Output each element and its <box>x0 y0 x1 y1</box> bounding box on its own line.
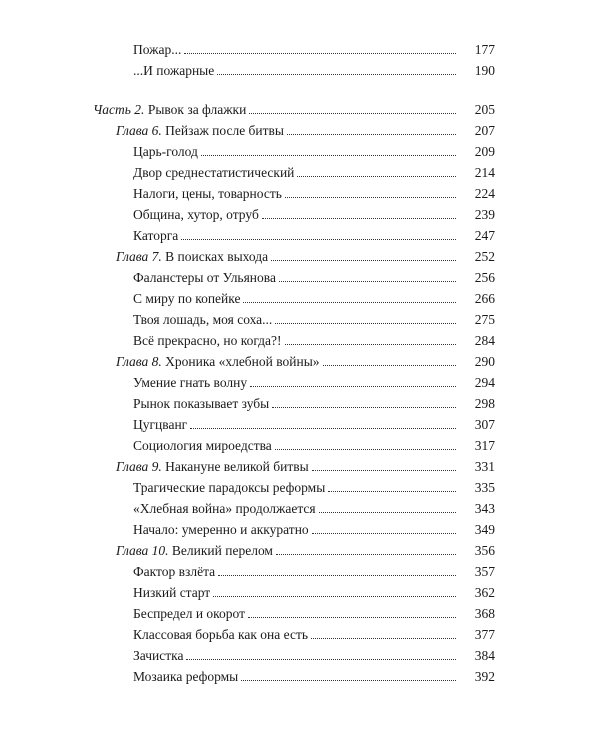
toc-section-title: Всё прекрасно, но когда?! <box>133 333 282 348</box>
toc-page-number: 190 <box>474 63 495 78</box>
dot-leader <box>184 52 456 54</box>
toc-section-entry <box>0 204 600 225</box>
toc-chapter-entry <box>0 351 600 372</box>
chapter-label: Глава 6. <box>116 123 162 138</box>
toc-section-title: Классовая борьба как она есть <box>133 627 308 642</box>
toc-section-entry <box>0 519 600 540</box>
toc-page-number: 357 <box>474 564 495 579</box>
toc-page-number: 356 <box>474 543 495 558</box>
toc-section-title: Рынок показывает зубы <box>133 396 270 411</box>
toc-chapter-title <box>116 351 323 372</box>
toc-section-title: Мозаика реформы <box>133 669 239 684</box>
toc-page-number: 209 <box>474 144 495 159</box>
toc-page-number: 368 <box>474 606 495 621</box>
toc-page-number: 335 <box>474 480 495 495</box>
toc-section-title: Двор среднестатистический <box>133 165 295 180</box>
toc-section-entry <box>0 162 600 183</box>
toc-section-title: Община, хутор, отруб <box>133 207 259 222</box>
toc-section-title: Социология мироедства <box>133 438 272 453</box>
toc-page-number: 290 <box>474 354 495 369</box>
dot-leader <box>297 175 456 177</box>
dot-leader <box>271 259 456 261</box>
toc-section-entry <box>0 414 600 435</box>
chapter-title: Великий перелом <box>171 543 273 558</box>
toc-part-entry <box>0 99 600 120</box>
toc-page-number: 256 <box>474 270 495 285</box>
toc-section-entry <box>0 330 600 351</box>
toc-page-number: 284 <box>474 333 495 348</box>
toc-entry-title: ...И пожарные <box>133 63 215 78</box>
dot-leader <box>323 364 456 366</box>
dot-leader <box>186 658 456 660</box>
dot-leader <box>181 238 456 240</box>
toc-section-title: Начало: умеренно и аккуратно <box>133 522 309 537</box>
chapter-label: Глава 7. <box>116 249 162 264</box>
toc-section-entry <box>0 645 600 666</box>
toc-section-title: Фаланстеры от Ульянова <box>133 270 276 285</box>
toc-page-number: 307 <box>474 417 495 432</box>
toc-section-entry <box>0 225 600 246</box>
toc-section-entry <box>0 393 600 414</box>
toc-section-title: Царь-голод <box>133 144 198 159</box>
toc-section-entry <box>0 288 600 309</box>
toc-chapter-title <box>116 246 271 267</box>
dot-leader <box>217 73 456 75</box>
dot-leader <box>276 553 456 555</box>
toc-chapter-title <box>116 540 276 561</box>
chapter-label: Глава 10. <box>116 543 169 558</box>
dot-leader <box>262 217 456 219</box>
toc-chapter-entry <box>0 246 600 267</box>
toc-section-title: Зачистка <box>133 648 184 663</box>
chapter-list <box>0 120 600 687</box>
toc-page-number: 205 <box>474 102 495 117</box>
toc-section-title: Цугцванг <box>133 417 188 432</box>
toc-section-title: Каторга <box>133 228 179 243</box>
toc-chapter-entry <box>0 456 600 477</box>
toc-section-entry <box>0 183 600 204</box>
toc-entry <box>0 39 600 60</box>
toc-section-entry <box>0 582 600 603</box>
chapter-label: Глава 9. <box>116 459 162 474</box>
toc-page-number: 224 <box>474 186 495 201</box>
toc-section-entry <box>0 372 600 393</box>
chapter-title: Пейзаж после битвы <box>165 123 284 138</box>
toc-page-number: 294 <box>474 375 495 390</box>
toc-chapter-entry <box>0 540 600 561</box>
toc-section-title: Трагические парадоксы реформы <box>133 480 326 495</box>
toc-section-title: «Хлебная война» продолжается <box>133 501 316 516</box>
toc-page-number: 392 <box>474 669 495 684</box>
toc-section-entry <box>0 603 600 624</box>
dot-leader <box>319 511 456 513</box>
dot-leader <box>241 679 456 681</box>
dot-leader <box>213 595 456 597</box>
chapter-title: В поисках выхода <box>165 249 269 264</box>
toc-page-number: 377 <box>474 627 495 642</box>
toc-section-entry <box>0 435 600 456</box>
dot-leader <box>201 154 456 156</box>
part-label: Часть 2. <box>93 102 145 117</box>
dot-leader <box>285 196 456 198</box>
toc-page-number: 266 <box>474 291 495 306</box>
dot-leader <box>312 469 456 471</box>
chapter-title: Накануне великой битвы <box>165 459 309 474</box>
dot-leader <box>249 112 456 114</box>
dot-leader <box>279 280 456 282</box>
part-title: Рывок за флажки <box>147 102 247 117</box>
dot-leader <box>312 532 456 534</box>
dot-leader <box>250 385 456 387</box>
dot-leader <box>272 406 456 408</box>
toc-page-number: 252 <box>474 249 495 264</box>
chapter-title: Хроника «хлебной войны» <box>165 354 320 369</box>
toc-part-title <box>93 99 249 120</box>
toc-section-title: Фактор взлёта <box>133 564 216 579</box>
toc-page-number: 343 <box>474 501 495 516</box>
toc-section-entry <box>0 561 600 582</box>
toc-chapter-title <box>116 456 312 477</box>
toc-page-number: 239 <box>474 207 495 222</box>
toc-section-title: Беспредел и окорот <box>133 606 246 621</box>
toc-page-number: 275 <box>474 312 495 327</box>
toc-section-title: Налоги, цены, товарность <box>133 186 282 201</box>
toc-page-number: 247 <box>474 228 495 243</box>
toc-page-number: 349 <box>474 522 495 537</box>
spacer <box>0 81 600 99</box>
table-of-contents <box>0 39 600 687</box>
toc-page-number: 177 <box>474 42 495 57</box>
toc-page-number: 207 <box>474 123 495 138</box>
dot-leader <box>311 637 456 639</box>
toc-chapter-title <box>116 120 287 141</box>
dot-leader <box>275 322 456 324</box>
toc-section-entry <box>0 624 600 645</box>
dot-leader <box>285 343 456 345</box>
dot-leader <box>218 574 456 576</box>
toc-entry-title: Пожар... <box>133 42 182 57</box>
toc-entry <box>0 60 600 81</box>
toc-chapter-entry <box>0 120 600 141</box>
dot-leader <box>328 490 456 492</box>
dot-leader <box>275 448 456 450</box>
chapter-label: Глава 8. <box>116 354 162 369</box>
dot-leader <box>248 616 456 618</box>
toc-section-title: Низкий старт <box>133 585 211 600</box>
toc-section-entry <box>0 666 600 687</box>
toc-section-entry <box>0 498 600 519</box>
toc-section-entry <box>0 309 600 330</box>
dot-leader <box>243 301 456 303</box>
toc-page-number: 214 <box>474 165 495 180</box>
toc-section-entry <box>0 267 600 288</box>
toc-page-number: 384 <box>474 648 495 663</box>
toc-page-number: 317 <box>474 438 495 453</box>
dot-leader <box>190 427 456 429</box>
toc-section-title: Твоя лошадь, моя соха... <box>133 312 273 327</box>
toc-page-number: 362 <box>474 585 495 600</box>
toc-section-title: С миру по копейке <box>133 291 241 306</box>
toc-page-number: 331 <box>474 459 495 474</box>
toc-section-entry <box>0 477 600 498</box>
dot-leader <box>287 133 456 135</box>
toc-page-number: 298 <box>474 396 495 411</box>
toc-section-entry <box>0 141 600 162</box>
toc-section-title: Умение гнать волну <box>133 375 248 390</box>
